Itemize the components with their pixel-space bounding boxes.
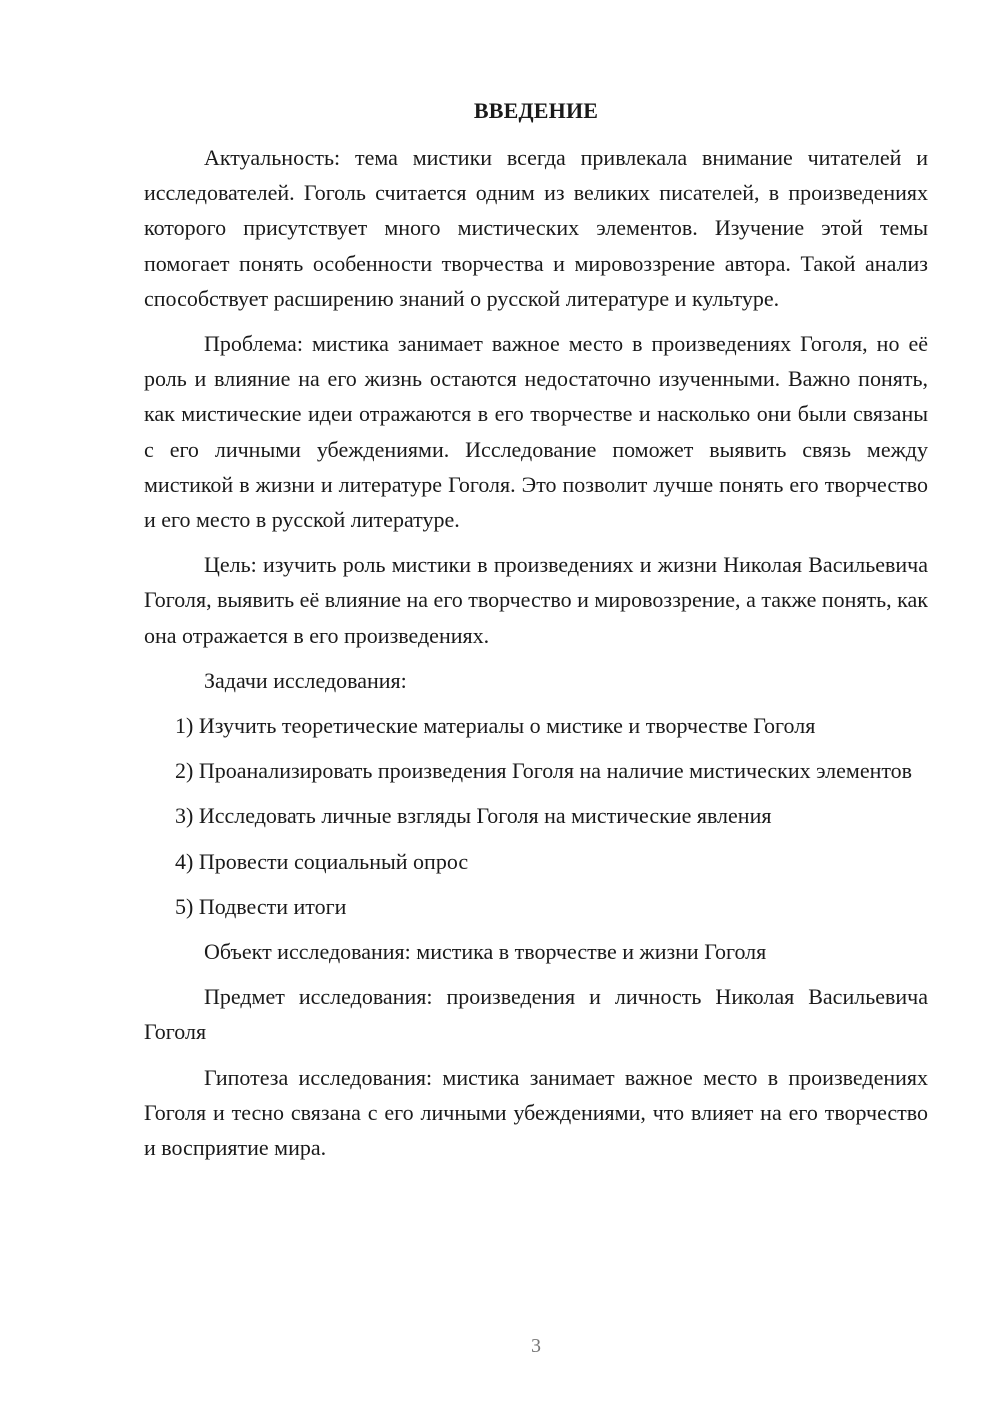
- problem-paragraph: Проблема: мистика занимает важное место в произведениях Гоголя, но её роль и влияние на его жизнь остаются недостаточно изученными. Важно понять, как мистические идеи отражаются в его творчестве и насколько они были связаны с его личными убеждениями. Исследование поможет выявить связь между мистикой в жизни и литературе Гоголя. Это позволит лучше понять его творчество и его место в русской литературе.: [144, 331, 928, 533]
- document-page: [144, 96, 928, 1175]
- subject-paragraph: Предмет исследования: произведения и личность Николая Васильевича Гоголя: [144, 984, 928, 1045]
- object-paragraph: Объект исследования: мистика в творчестве и жизни Гоголя: [204, 939, 767, 965]
- tasks-heading: Задачи исследования:: [204, 667, 407, 693]
- relevance-paragraph: Актуальность: тема мистики всегда привлекала внимание читателей и исследователей. Гоголь считается одним из великих писателей, в произведениях которого присутствует много мистических элементов. Изучение этой темы помогает понять особенности творчества и мировоззрение автора. Такой анализ способствует расширению знаний о русской литературе и культуре.: [144, 145, 928, 311]
- page-title: ВВЕДЕНИЕ: [473, 98, 599, 123]
- hypothesis-paragraph: Гипотеза исследования: мистика занимает важное место в произведениях Гоголя и тесно связана с его личными убеждениями, что влияет на его творчество и восприятие мира.: [144, 1064, 928, 1161]
- page-number: 3: [531, 1335, 541, 1357]
- task-item: 5) Подвести итоги: [175, 893, 347, 919]
- task-item: 2) Проанализировать произведения Гоголя на наличие мистических элементов: [175, 758, 913, 784]
- task-item: 3) Исследовать личные взгляды Гоголя на мистические явления: [175, 803, 772, 829]
- task-item: 4) Провести социальный опрос: [175, 848, 469, 874]
- goal-paragraph: Цель: изучить роль мистики в произведениях и жизни Николая Васильевича Гоголя, выявить её влияние на его творчество и мировоззрение, а также понять, как она отражается в его произведениях.: [144, 552, 928, 648]
- task-item: 1) Изучить теоретические материалы о мистике и творчестве Гоголя: [175, 713, 816, 739]
